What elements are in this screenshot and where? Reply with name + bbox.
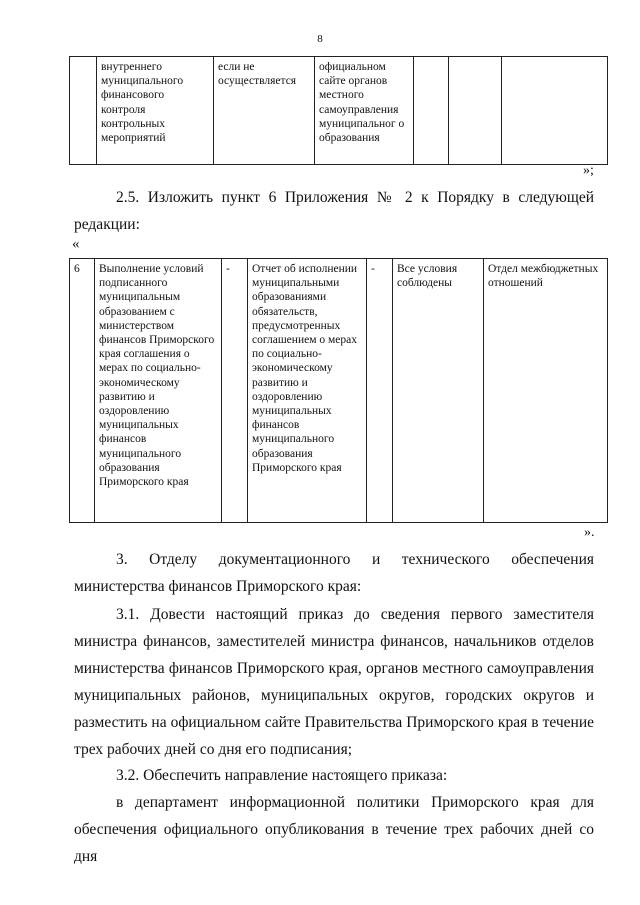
paragraph-3-1: 3.1. Довести настоящий приказ до сведения первого заместителя министра финансов, заместителей министра финансов, начальников отделов министерства финансов Приморского края, органов местного самоуправления муниципальных районов, муниципальных округов, городских округов и разместить на официальном сайте Правительства Приморского края в течение трех рабочих дней со дня его подписания; (74, 606, 594, 758)
quote-open: « (72, 236, 80, 252)
table-row (70, 57, 608, 165)
table-cell: - (367, 259, 393, 523)
table-cell: официальном сайте органов местного самоуправления муниципальног о образования (315, 57, 414, 165)
table-appendix-item-6 (69, 258, 608, 523)
table-cell: Отчет об исполнении муниципальными образованиями обязательств, предусмотренных соглашением о мерах по социально-экономическому развитию и оздоровлению муниципальных финансов муниципального образования Приморского края (248, 259, 367, 523)
paragraph-department: в департамент информационной политики Приморского края для обеспечения официального опубликования в течение трех рабочих дней со дня (74, 794, 594, 865)
paragraph-2-5: 2.5. Изложить пункт 6 Приложения № 2 к Порядку в следующей редакции: (74, 189, 594, 233)
table-cell: Выполнение условий подписанного муниципальным образованием с министерством финансов Приморского края соглашения о мерах по социально-экономическому развитию и оздоровлению муниципальных финансов муниципального образования Приморского края (95, 259, 222, 523)
table-cell: если не осуществляется (214, 57, 315, 165)
table-cell: Все условия соблюдены (393, 259, 484, 523)
paragraph-3-2: 3.2. Обеспечить направление настоящего приказа: (116, 767, 448, 784)
table-continuation (69, 56, 608, 165)
table-cell: Отдел межбюджетных отношений (484, 259, 608, 523)
table-cell: внутреннего муниципального финансового контроля контрольных мероприятий (97, 57, 214, 165)
table-cell (70, 57, 97, 165)
table-cell: 6 (70, 259, 95, 523)
quote-close: »; (583, 163, 594, 178)
paragraph-3: 3. Отделу документационного и технического обеспечения министерства финансов Приморского края: (74, 551, 594, 595)
table-cell (414, 57, 449, 165)
table-cell (502, 57, 608, 165)
table-cell (449, 57, 502, 165)
quote-close: ». (584, 525, 595, 540)
table-row (70, 259, 608, 523)
table-cell: - (222, 259, 248, 523)
page-number: 8 (317, 33, 323, 45)
